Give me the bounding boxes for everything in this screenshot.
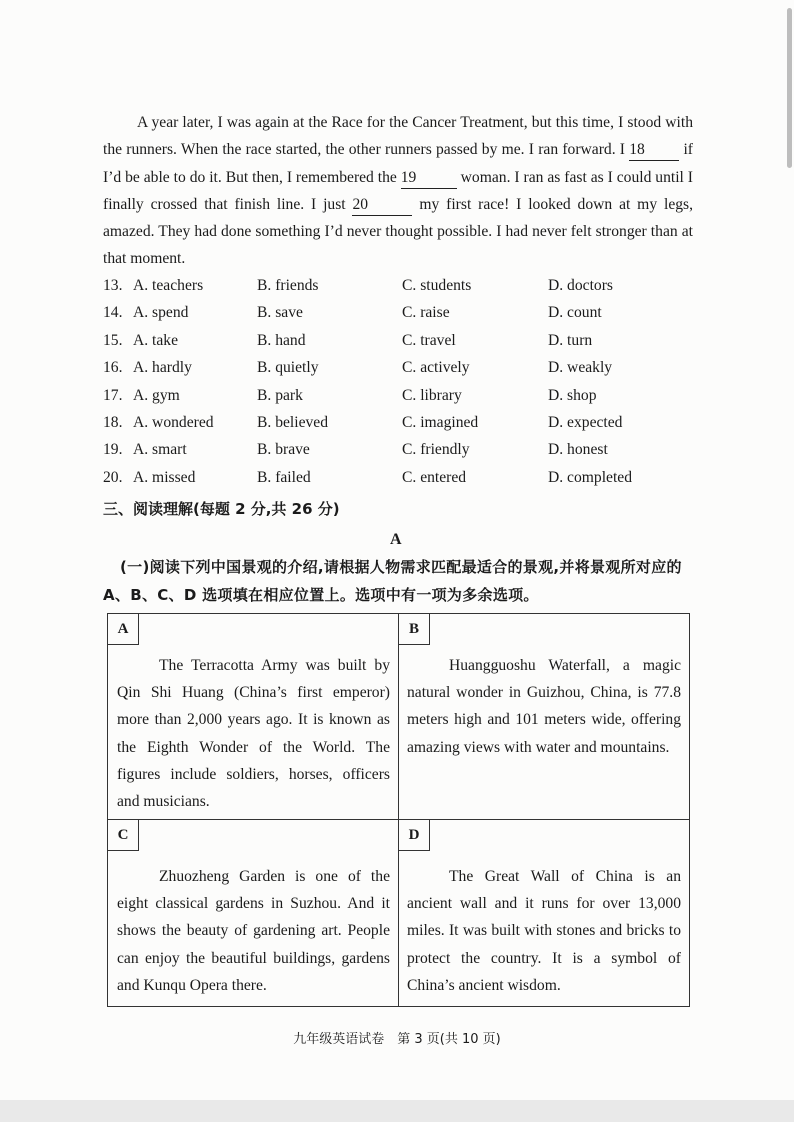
passage-text-1: A year later, I was again at the Race for the Cancer Treatment, but this time, I stood with the runners. When the race started, the other runners passed by me. I ran forward. I: [103, 114, 693, 159]
cell-label-a: A: [108, 614, 139, 645]
part-label: A: [390, 531, 402, 548]
section-title: 三、阅读理解(每题 2 分,共 26 分): [103, 500, 340, 518]
option-a: A. missed: [133, 468, 196, 486]
section-instruction: (一)阅读下列中国景观的介绍,请根据人物需求匹配最适合的景观,并将景观所对应的 A、B、C、D 选项填在相应位置上。选项中有一项为多余选项。: [103, 558, 682, 604]
passage-text-4: my first race! I looked down at my legs, amazed. They had done something I’d never thought possible. I had never felt stronger than at that moment.: [103, 195, 694, 268]
cell-label-d: D: [399, 820, 430, 851]
option-c: C. travel: [402, 331, 456, 349]
option-row: [103, 272, 703, 299]
passage-text-3: woman. I ran as fast as I could until I finally crossed that finish line. I just: [103, 168, 693, 213]
question-number: 16.: [103, 359, 123, 377]
question-number: 17.: [103, 386, 123, 404]
option-d: D. completed: [548, 468, 633, 486]
option-d: D. count: [548, 304, 602, 322]
option-row: [103, 464, 703, 491]
option-row: [103, 354, 703, 381]
option-a: A. gym: [133, 386, 180, 404]
option-b: B. park: [257, 386, 303, 404]
option-row: [103, 436, 703, 463]
option-d: D. doctors: [548, 277, 613, 294]
option-b: B. failed: [257, 468, 311, 486]
option-a: A. spend: [133, 304, 189, 322]
viewer-bottom-bar: [0, 1100, 794, 1122]
question-number: 18.: [103, 413, 123, 431]
option-b: B. quietly: [257, 359, 319, 377]
blank-19: 19: [401, 168, 457, 189]
option-d: D. expected: [548, 413, 623, 431]
question-number: 15.: [103, 331, 123, 349]
option-row: [103, 382, 703, 409]
question-number: 19.: [103, 441, 123, 459]
cell-text-b: Huangguoshu Waterfall, a magic natural wonder in Guizhou, China, is 77.8 meters high and 101 meters wide, offering amazing views with water and mountains.: [407, 657, 681, 756]
options-list: [103, 272, 703, 491]
cell-label-c: C: [108, 820, 139, 851]
option-d: D. shop: [548, 386, 597, 404]
option-c: C. actively: [402, 359, 470, 377]
option-c: C. entered: [402, 468, 467, 486]
blank-18: 18: [629, 140, 679, 161]
option-b: B. believed: [257, 413, 329, 431]
blank-20: 20: [352, 195, 412, 216]
option-c: C. raise: [402, 304, 450, 322]
option-d: D. honest: [548, 441, 608, 459]
passage-text-2: if I’d be able to do it. But then, I remembered the: [103, 141, 693, 186]
scenery-grid: [107, 613, 690, 1007]
page-footer: 九年级英语试卷 第 3 页(共 10 页): [293, 1032, 501, 1047]
option-a: A. wondered: [133, 413, 214, 431]
option-row: [103, 409, 703, 436]
option-row: [103, 327, 703, 354]
option-b: B. hand: [257, 331, 306, 349]
option-b: B. brave: [257, 441, 310, 459]
question-number: 20.: [103, 468, 123, 486]
question-number: 14.: [103, 304, 123, 322]
option-c: C. friendly: [402, 441, 470, 459]
grid-divider-vertical: [398, 614, 399, 1006]
cell-label-b: B: [399, 614, 430, 645]
cell-text-d: The Great Wall of China is an ancient wall and it runs for over 13,000 miles. It was built with stones and bricks to protect the country. It is a symbol of China’s ancient wisdom.: [407, 868, 681, 994]
option-c: C. students: [402, 277, 472, 294]
option-a: A. teachers: [133, 277, 204, 294]
option-a: A. take: [133, 331, 179, 349]
option-d: D. turn: [548, 331, 593, 349]
option-row: [103, 299, 703, 326]
option-d: D. weakly: [548, 359, 613, 377]
cell-text-a: The Terracotta Army was built by Qin Shi Huang (China’s first emperor) more than 2,000 years ago. It is known as the Eighth Wonder of the World. The figures include soldiers, horses, officers and musicians.: [117, 657, 390, 811]
cell-text-c: Zhuozheng Garden is one of the eight classical gardens in Suzhou. And it shows the beauty of gardening art. People can enjoy the beautiful buildings, gardens and Kunqu Opera there.: [117, 868, 390, 994]
option-a: A. smart: [133, 441, 187, 459]
option-c: C. imagined: [402, 413, 479, 431]
question-number: 13.: [103, 277, 123, 294]
option-a: A. hardly: [133, 359, 192, 377]
option-b: B. friends: [257, 277, 319, 294]
scrollbar-thumb[interactable]: [787, 8, 792, 168]
option-b: B. save: [257, 304, 303, 322]
option-c: C. library: [402, 386, 462, 404]
cloze-passage: [103, 109, 693, 273]
